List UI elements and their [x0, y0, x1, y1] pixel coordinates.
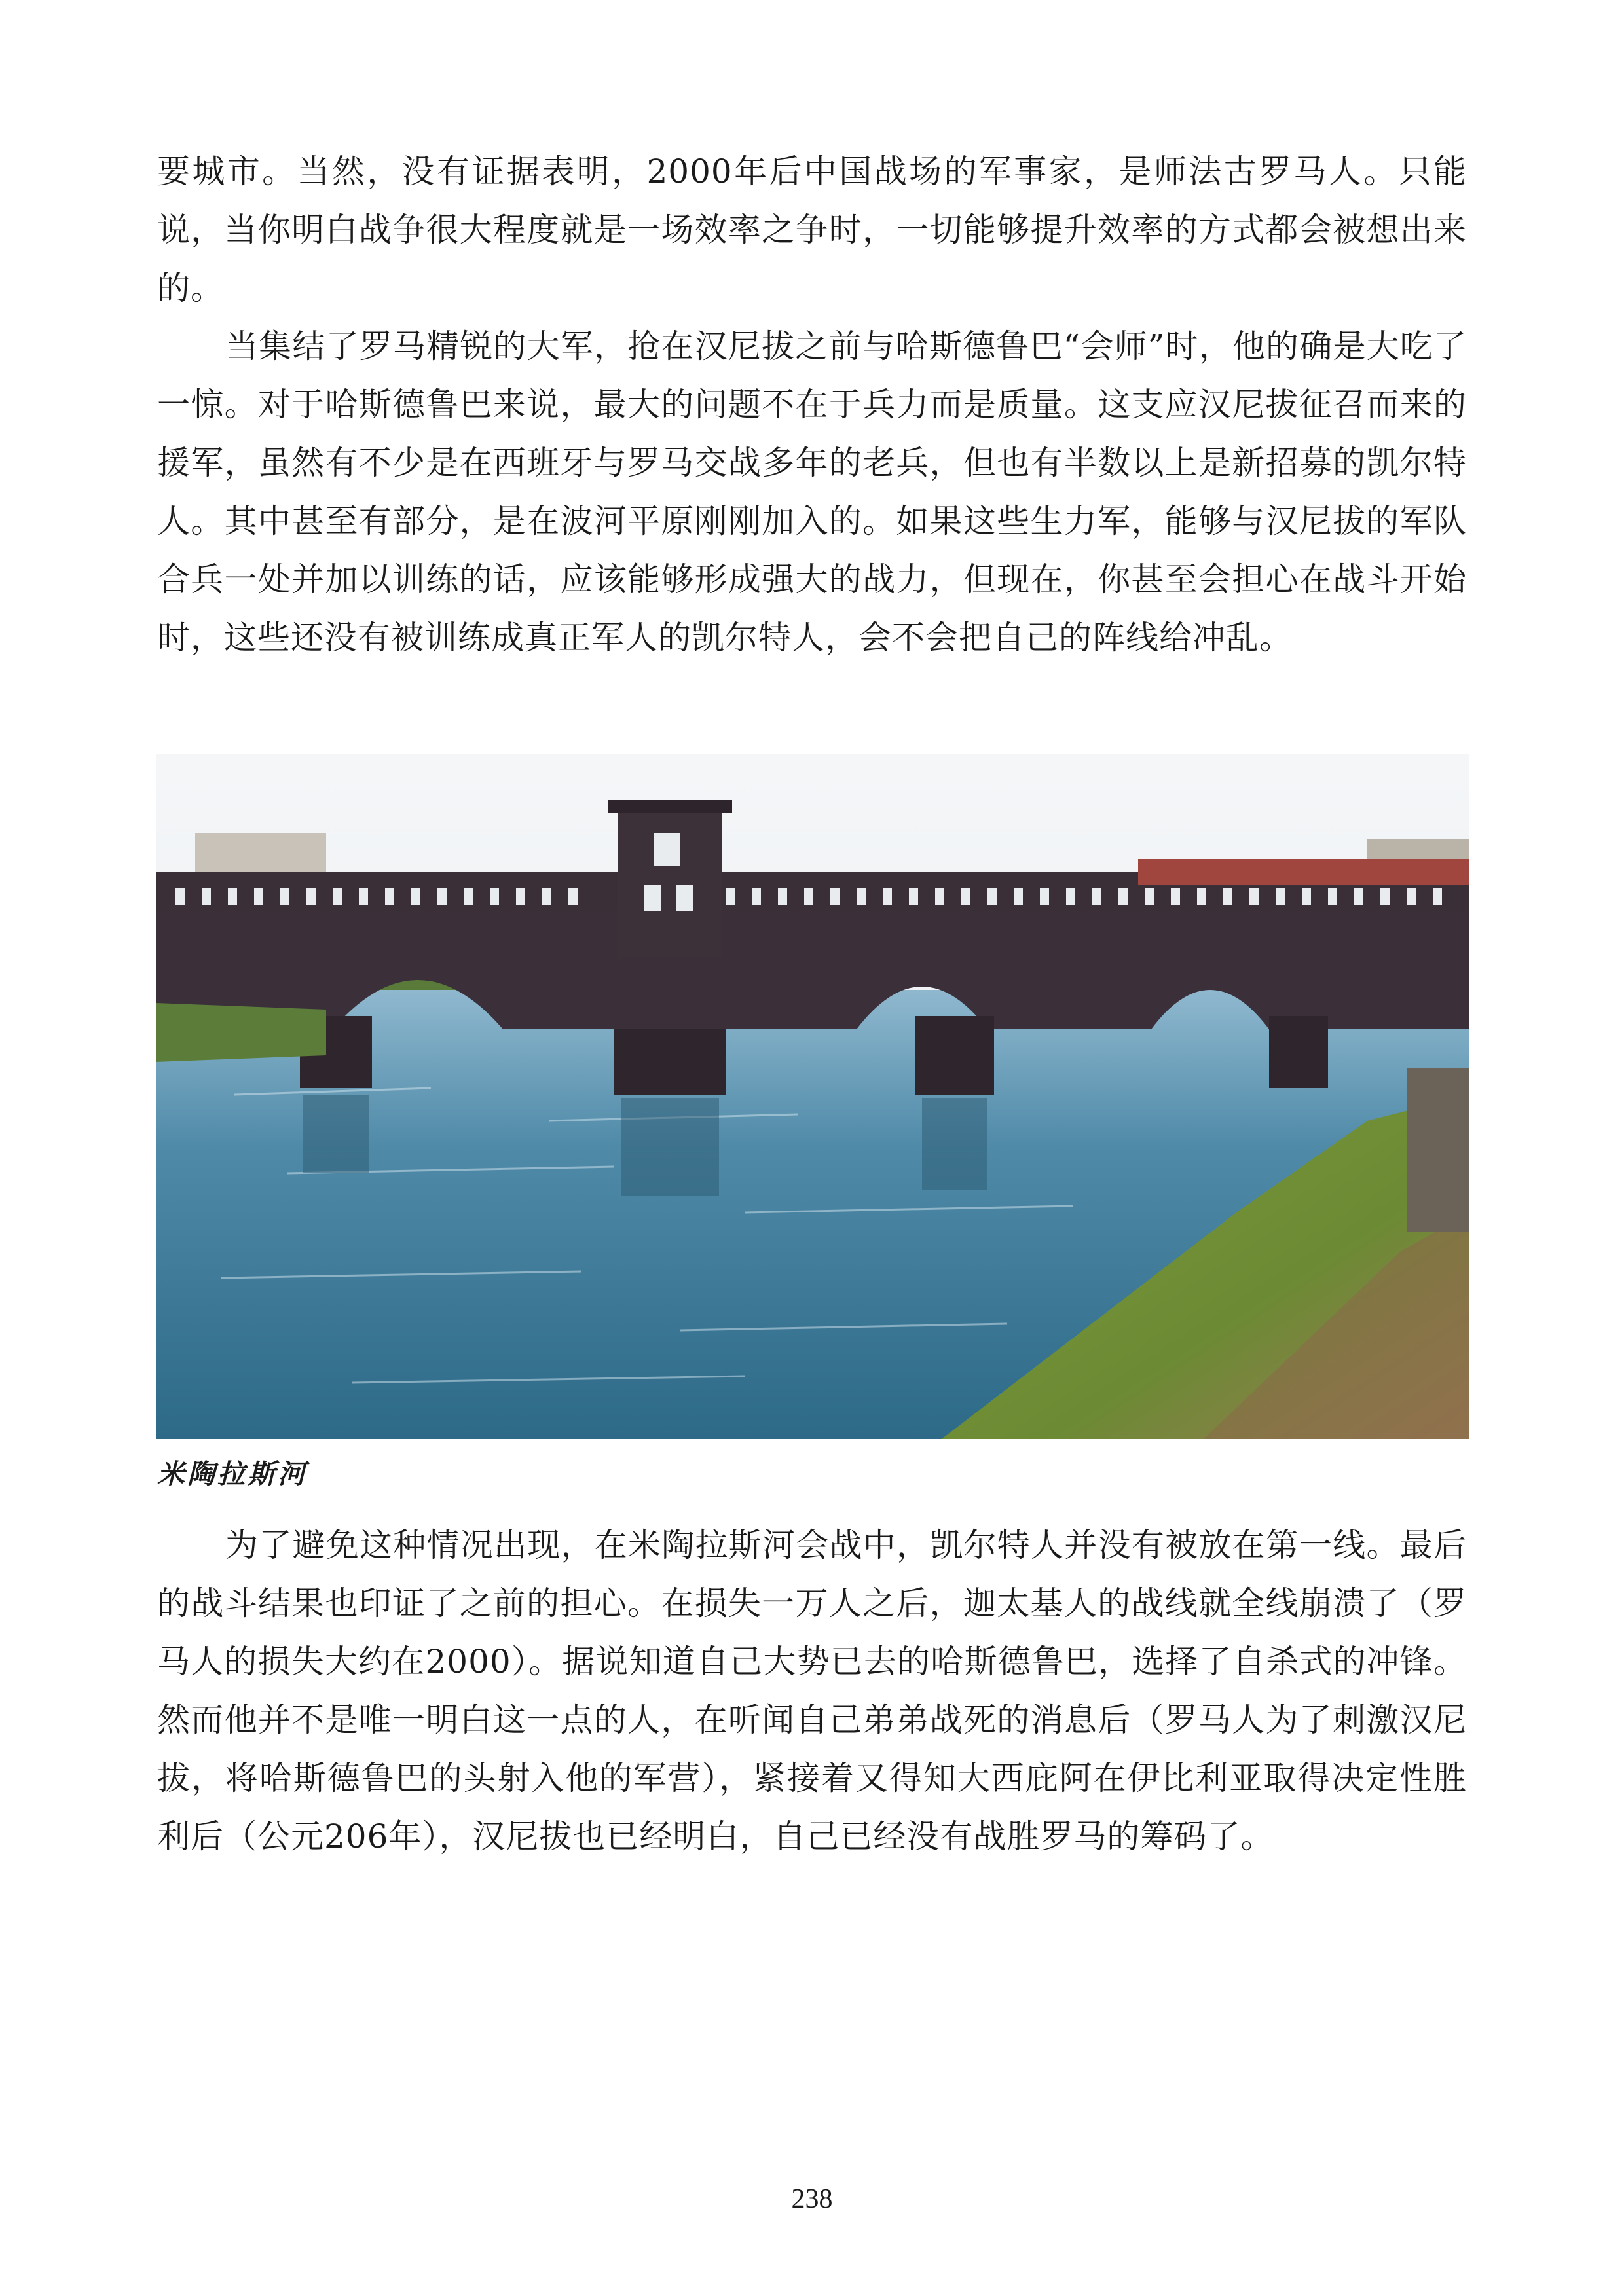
text-block-top [157, 143, 1467, 667]
page-number: 238 [791, 2184, 833, 2214]
figure-caption: 米陶拉斯河 [157, 1458, 308, 1490]
bridge-photo [156, 754, 1469, 1439]
paragraph: 当集结了罗马精锐的大军，抢在汉尼拔之前与哈斯德鲁巴“会师”时，他的确是大吃了一惊。对于哈斯德鲁巴来说，最大的问题不在于兵力而是质量。这支应汉尼拔征召而来的援军，虽然有不少是在西班牙与罗马交战多年的老兵，但也有半数以上是新招募的凯尔特人。其中甚至有部分，是在波河平原刚刚加入的。如果这些生力军，能够与汉尼拔的军队合兵一处并加以训练的话，应该能够形成强大的战力，但现在，你甚至会担心在战斗开始时，这些还没有被训练成真正军人的凯尔特人，会不会把自己的阵线给冲乱。 [157, 327, 1467, 657]
paragraph: 要城市。当然，没有证据表明，2000年后中国战场的军事家，是师法古罗马人。只能说，当你明白战争很大程度就是一场效率之争时，一切能够提升效率的方式都会被想出来的。 [157, 153, 1467, 307]
text-block-bottom [157, 1516, 1467, 1866]
bridge-illustration [156, 754, 1469, 1439]
paragraph: 为了避免这种情况出现，在米陶拉斯河会战中，凯尔特人并没有被放在第一线。最后的战斗结果也印证了之前的担心。在损失一万人之后，迦太基人的战线就全线崩溃了（罗马人的损失大约在2000）。据说知道自己大势已去的哈斯德鲁巴，选择了自杀式的冲锋。然而他并不是唯一明白这一点的人，在听闻自己弟弟战死的消息后（罗马人为了刺激汉尼拔，将哈斯德鲁巴的头射入他的军营），紧接着又得知大西庇阿在伊比利亚取得决定性胜利后（公元206年），汉尼拔也已经明白，自己已经没有战胜罗马的筹码了。 [157, 1526, 1467, 1855]
